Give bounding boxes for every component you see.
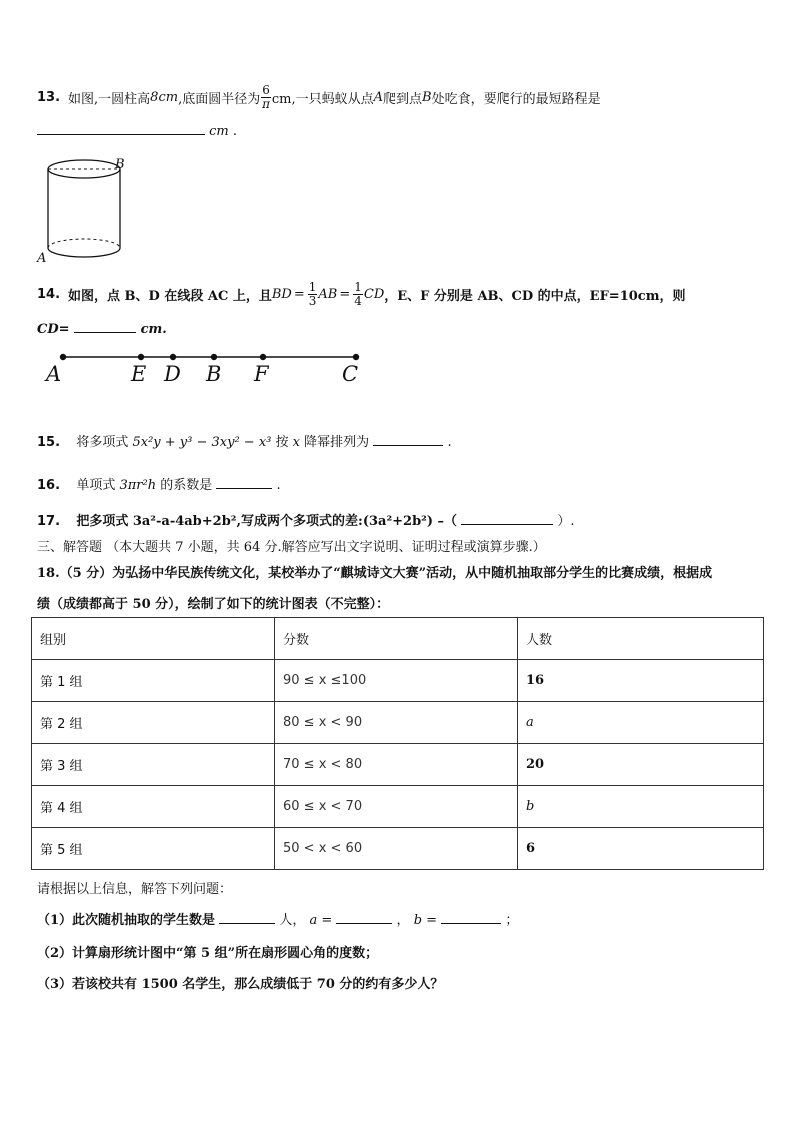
point-label: A [373, 89, 383, 105]
point-label-f: F [254, 362, 269, 386]
question-18-line2: 绩（成绩都高于 50 分），绘制了如下的统计图表（不完整）： [37, 597, 390, 612]
group-cell: 第 2 组 [32, 702, 275, 744]
table-row [32, 660, 764, 702]
question-text: 把多项式 3a²-a-4ab+2b²,写成两个多项式的差:(3a²+2b²) –（ [76, 514, 458, 529]
question-text: ,底面圆半径为 [178, 91, 261, 107]
question-18-sub2: （2）计算扇形统计图中“第 5 组”所在扇形圆心角的度数； [37, 946, 379, 961]
question-text: 将多项式 [76, 435, 129, 450]
question-18-sub3: （3）若该校共有 1500 名学生，那么成绩低于 70 分的约有多少人？ [37, 977, 444, 992]
question-number: 13. [37, 89, 61, 105]
period: . [276, 478, 281, 493]
answer-blank[interactable] [336, 923, 392, 924]
question-text: cm,一只蚂蚁从点 [271, 91, 374, 107]
group-cell: 第 3 组 [32, 744, 275, 786]
answer-blank[interactable] [461, 524, 553, 525]
answer-prefix: CD= [37, 322, 70, 337]
point-label-b: B [206, 362, 222, 386]
question-text: ）. [557, 514, 575, 529]
point-b-dot [211, 354, 217, 360]
question-text: 按 [275, 435, 289, 450]
fraction-one-fourth [353, 281, 363, 308]
table-header-cell: 组别 [32, 618, 275, 660]
answer-blank[interactable] [441, 923, 501, 924]
section-header: 三、解答题 （本大题共 7 小题，共 64 分.解答应写出文字说明、证明过程或演算步骤.） [37, 540, 546, 555]
range-cell: 90 ≤ x ≤100 [275, 660, 518, 702]
math-monomial: 3πr²h [119, 478, 157, 493]
range-cell: 60 ≤ x < 70 [275, 786, 518, 828]
question-text: 降幂排列为 [304, 435, 370, 450]
fraction-denominator: π [262, 96, 270, 111]
period: . [232, 124, 238, 139]
point-f-dot [260, 354, 266, 360]
fraction-denominator: 3 [308, 293, 317, 308]
question-text: 爬到点 [382, 91, 422, 107]
question-number: 14. [37, 286, 61, 302]
math-equals: = [293, 286, 305, 302]
count-cell: 20 [518, 744, 764, 786]
count-cell: a [518, 702, 764, 744]
line-segment-figure [40, 346, 370, 391]
point-a-dot [60, 354, 66, 360]
range-cell: 70 ≤ x < 80 [275, 744, 518, 786]
question-14 [37, 277, 685, 311]
table-row [32, 702, 764, 744]
point-e-dot [138, 354, 144, 360]
fraction-numerator: 1 [354, 279, 362, 294]
question-13 [37, 80, 601, 114]
table-header-cell: 分数 [275, 618, 518, 660]
question-18-sub1 [37, 909, 518, 928]
count-cell: 6 [518, 828, 764, 870]
group-cell: 第 1 组 [32, 660, 275, 702]
question-17 [37, 510, 574, 529]
figure-label-a: A [37, 251, 47, 266]
question-text: 如图，点 B、D 在线段 AC 上，且 [68, 288, 272, 304]
point-c-dot [353, 354, 359, 360]
math-variable: x [292, 435, 300, 450]
math-polynomial: 5x²y + y³ − 3xy² − x³ [132, 435, 272, 450]
question-text: ，E、F 分别是 AB、CD 的中点，EF=10cm，则 [384, 288, 686, 304]
answer-line-14 [37, 322, 167, 337]
question-15 [37, 431, 452, 450]
range-cell: 50 < x < 60 [275, 828, 518, 870]
point-d-dot [170, 354, 176, 360]
answer-unit: cm. [140, 322, 167, 337]
group-cell: 第 5 组 [32, 828, 275, 870]
question-16 [37, 474, 281, 493]
count-cell: b [518, 786, 764, 828]
cylinder-bottom-front [48, 248, 120, 257]
question-18-prompt: 请根据以上信息，解答下列问题： [37, 882, 233, 897]
answer-blank[interactable] [37, 134, 205, 135]
score-table [31, 617, 764, 870]
question-number: 15. [37, 435, 61, 450]
cylinder-bottom-back [48, 239, 120, 248]
question-18-line1: 18.（5 分）为弘扬中华民族传统文化，某校举办了“麒城诗文大赛”活动，从中随机抽取部分学生的比赛成绩，根据成 [37, 566, 713, 581]
answer-blank[interactable] [373, 445, 443, 446]
question-text: 如图,一圆柱高 [68, 91, 151, 107]
table-row [32, 828, 764, 870]
fraction-one-third [308, 281, 318, 308]
table-header-cell: 人数 [518, 618, 764, 660]
math-cd: CD [363, 286, 385, 302]
table-row [32, 744, 764, 786]
figure-label-b: B [115, 157, 125, 172]
sub-question-text: 人， [279, 913, 306, 928]
math-unit: cm [158, 89, 179, 105]
separator: ； [505, 913, 519, 928]
answer-line-13 [37, 124, 237, 139]
answer-blank[interactable] [216, 488, 272, 489]
variable-a: a = [309, 913, 333, 928]
table-row [32, 786, 764, 828]
count-cell: 16 [518, 660, 764, 702]
table-header-row [32, 618, 764, 660]
group-cell: 第 4 组 [32, 786, 275, 828]
separator: ， [396, 913, 410, 928]
fraction-numerator: 6 [262, 82, 270, 97]
question-text: 处吃食，要爬行的最短路程是 [431, 91, 601, 107]
range-cell: 80 ≤ x < 90 [275, 702, 518, 744]
math-height: 8 [150, 89, 159, 105]
answer-blank[interactable] [219, 923, 275, 924]
point-label-c: C [342, 362, 359, 386]
point-label-d: D [164, 362, 181, 386]
variable-b: b = [413, 913, 438, 928]
math-ab: AB [318, 286, 338, 302]
period: . [447, 435, 452, 450]
question-number: 17. [37, 514, 61, 529]
point-label-e: E [131, 362, 147, 386]
math-equals: = [339, 286, 351, 302]
cylinder-figure [34, 152, 144, 267]
fraction-numerator: 1 [308, 279, 317, 294]
answer-blank[interactable] [74, 332, 136, 333]
point-label-a: A [46, 362, 62, 386]
question-number: 16. [37, 478, 61, 493]
sub-question-text: （1）此次随机抽取的学生数是 [37, 913, 216, 928]
math-bd: BD [271, 286, 292, 302]
point-label: B [422, 89, 432, 105]
question-text: 的系数是 [160, 478, 213, 493]
answer-unit: cm [209, 124, 229, 139]
question-text: 单项式 [76, 478, 116, 493]
fraction-denominator: 4 [354, 293, 362, 308]
fraction-radius [261, 84, 271, 111]
